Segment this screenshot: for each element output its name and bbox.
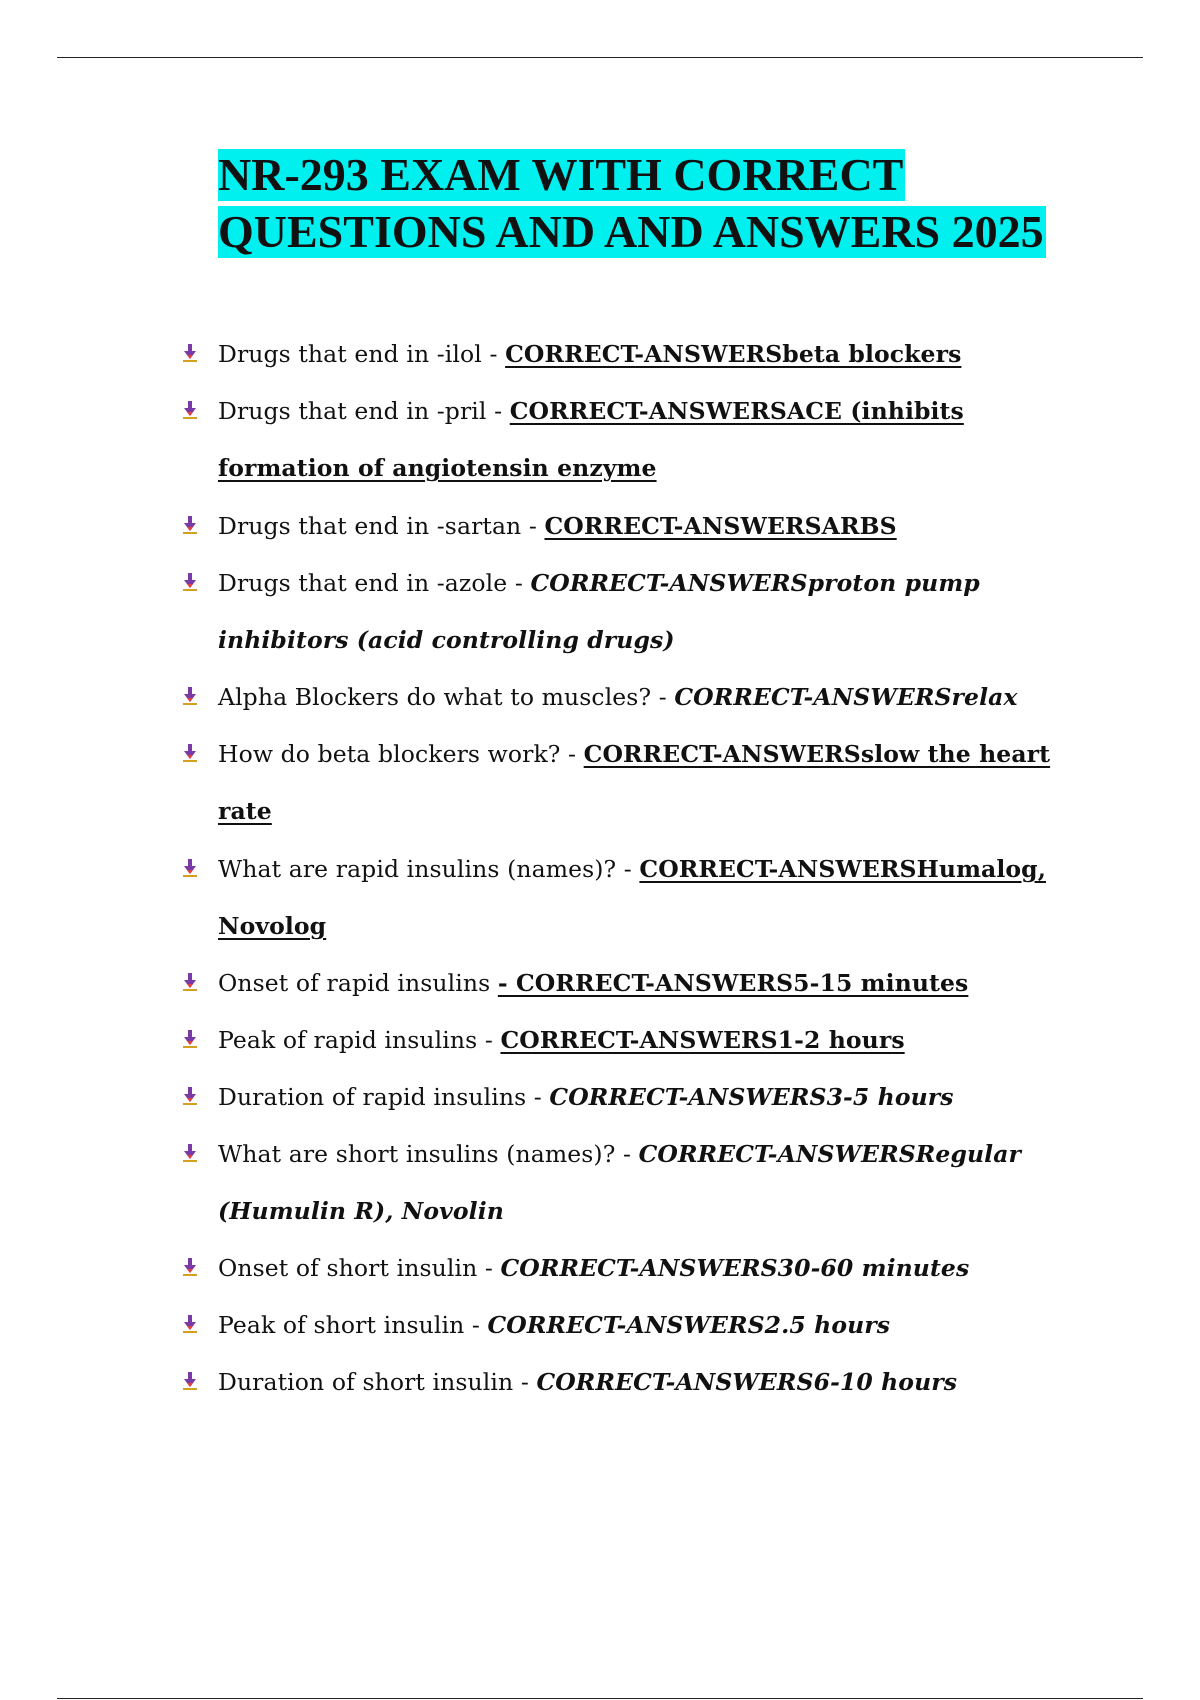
header-rule	[57, 57, 1143, 58]
question-text: Duration of short insulin -	[218, 1368, 537, 1396]
question-text: Peak of rapid insulins -	[218, 1026, 501, 1054]
footer-rule	[57, 1698, 1143, 1699]
question-text: Alpha Blockers do what to muscles? -	[218, 683, 675, 711]
arrow-down-bullet-icon	[181, 342, 199, 364]
arrow-down-bullet-icon	[181, 514, 199, 536]
question-text: Duration of rapid insulins -	[218, 1083, 550, 1111]
qa-item	[218, 1297, 1098, 1354]
qa-item	[218, 1240, 1098, 1297]
arrow-down-bullet-icon	[181, 1256, 199, 1278]
qa-item	[218, 326, 1098, 383]
answer-text: CORRECT-ANSWERSbeta blockers	[505, 340, 962, 368]
arrow-down-bullet-icon	[181, 857, 199, 879]
title-highlight	[218, 149, 1046, 258]
answer-text: CORRECT-ANSWERSrelax	[674, 683, 1018, 711]
arrow-down-bullet-icon	[181, 1142, 199, 1164]
title-line-2: QUESTIONS AND AND ANSWERS 2025	[218, 206, 1044, 257]
qa-item	[218, 955, 1098, 1012]
arrow-down-bullet-icon	[181, 1028, 199, 1050]
answer-text: CORRECT-ANSWERSARBS	[544, 512, 897, 540]
qa-item	[218, 669, 1098, 726]
answer-text: CORRECT-ANSWERS2.5 hours	[487, 1311, 891, 1339]
arrow-down-bullet-icon	[181, 399, 199, 421]
question-text: Drugs that end in -azole -	[218, 569, 531, 597]
arrow-down-bullet-icon	[181, 1370, 199, 1392]
qa-item	[218, 383, 1098, 497]
answer-text: - CORRECT-ANSWERS5-15 minutes	[497, 969, 969, 997]
question-text: What are short insulins (names)? -	[218, 1140, 639, 1168]
arrow-down-bullet-icon	[181, 571, 199, 593]
qa-item	[218, 1012, 1098, 1069]
qa-item	[218, 498, 1098, 555]
arrow-down-bullet-icon	[181, 685, 199, 707]
arrow-down-bullet-icon	[181, 742, 199, 764]
question-text: Onset of rapid insulins	[218, 969, 498, 997]
arrow-down-bullet-icon	[181, 1313, 199, 1335]
answer-text: CORRECT-ANSWERS30-60 minutes	[500, 1254, 970, 1282]
answer-text: CORRECT-ANSWERS1-2 hours	[500, 1026, 905, 1054]
qa-item	[218, 555, 1098, 669]
document-title	[218, 146, 1118, 260]
question-text: How do beta blockers work? -	[218, 740, 584, 768]
answer-text: CORRECT-ANSWERS6-10 hours	[536, 1368, 958, 1396]
qa-item	[218, 1126, 1098, 1240]
title-line-1: NR-293 EXAM WITH CORRECT	[218, 149, 904, 200]
question-text: Drugs that end in -ilol -	[218, 340, 506, 368]
arrow-down-bullet-icon	[181, 1085, 199, 1107]
question-text: Drugs that end in -sartan -	[218, 512, 545, 540]
qa-item	[218, 841, 1098, 955]
qa-item	[218, 1069, 1098, 1126]
answer-text: CORRECT-ANSWERSRegular (Humulin R), Novolin	[218, 1140, 1022, 1225]
answer-text: CORRECT-ANSWERSACE (inhibits formation of angiotensin enzyme	[218, 397, 964, 482]
answer-text: CORRECT-ANSWERSproton pump inhibitors (acid controlling drugs)	[218, 569, 980, 654]
arrow-down-bullet-icon	[181, 971, 199, 993]
answer-text: CORRECT-ANSWERS3-5 hours	[549, 1083, 954, 1111]
question-text: Onset of short insulin -	[218, 1254, 501, 1282]
qa-item	[218, 1354, 1098, 1411]
question-text: Drugs that end in -pril -	[218, 397, 510, 425]
question-text: What are rapid insulins (names)? -	[218, 855, 640, 883]
question-text: Peak of short insulin -	[218, 1311, 488, 1339]
qa-item	[218, 726, 1098, 840]
answer-text: CORRECT-ANSWERSHumalog, Novolog	[218, 855, 1046, 940]
answer-text: CORRECT-ANSWERSslow the heart rate	[218, 740, 1051, 825]
